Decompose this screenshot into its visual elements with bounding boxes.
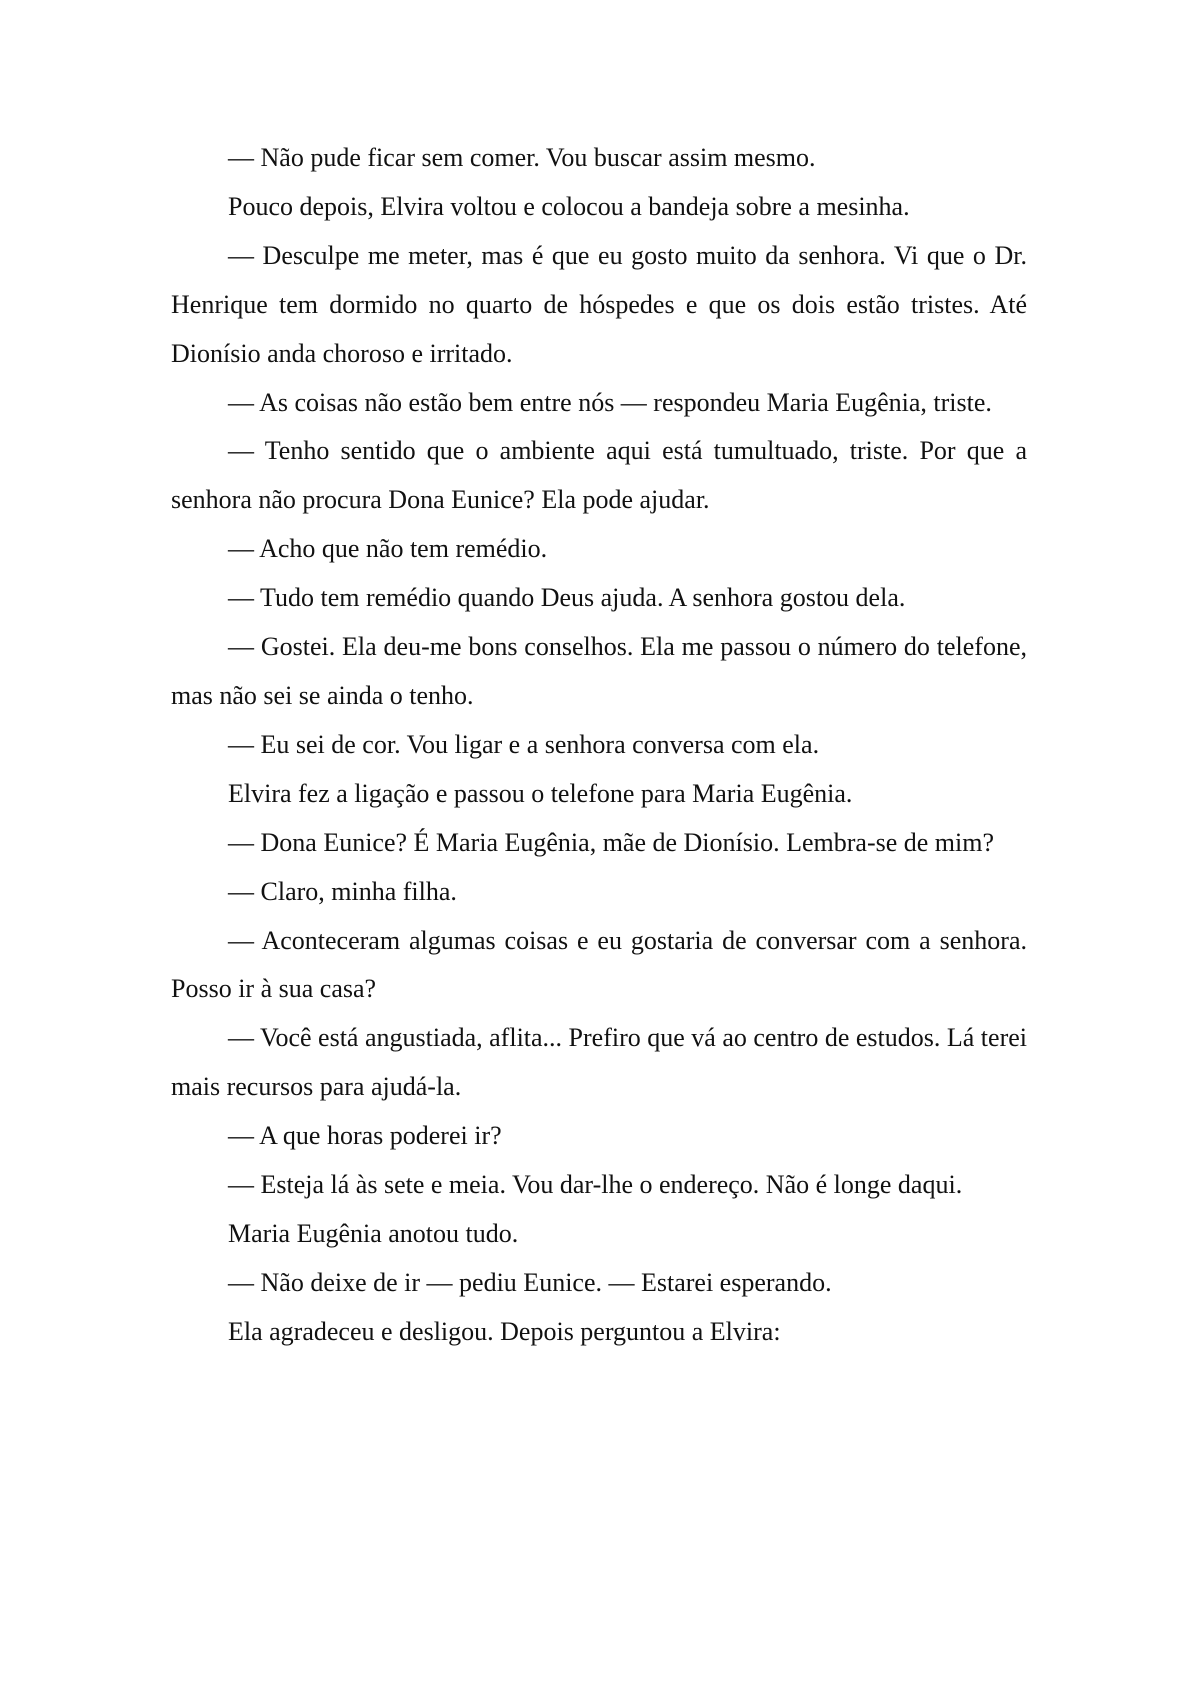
paragraph: — Tenho sentido que o ambiente aqui está tumultuado, triste. Por que a senhora não procura Dona Eunice? Ela pode ajudar.: [171, 436, 1027, 515]
paragraph: Elvira fez a ligação e passou o telefone para Maria Eugênia.: [228, 778, 853, 808]
paragraph: — Você está angustiada, aflita... Prefiro que vá ao centro de estudos. Lá terei mais recursos para ajudá-la.: [171, 1023, 1027, 1102]
document-page: [171, 134, 1027, 1357]
paragraph: Pouco depois, Elvira voltou e colocou a bandeja sobre a mesinha.: [228, 191, 910, 221]
paragraph: — As coisas não estão bem entre nós — respondeu Maria Eugênia, triste.: [228, 387, 992, 417]
paragraph: Maria Eugênia anotou tudo.: [228, 1218, 519, 1248]
paragraph: — Eu sei de cor. Vou ligar e a senhora conversa com ela.: [228, 729, 820, 759]
paragraph: — A que horas poderei ir?: [228, 1121, 502, 1151]
paragraph: — Claro, minha filha.: [228, 876, 457, 906]
paragraph: — Não pude ficar sem comer. Vou buscar assim mesmo.: [228, 143, 816, 172]
paragraph: — Tudo tem remédio quando Deus ajuda. A senhora gostou dela.: [228, 583, 906, 613]
paragraph: — Acho que não tem remédio.: [228, 534, 548, 564]
paragraph: — Desculpe me meter, mas é que eu gosto muito da senhora. Vi que o Dr. Henrique tem dormido no quarto de hóspedes e que os dois estão tristes. Até Dionísio anda choroso e irritado.: [171, 240, 1027, 368]
paragraph: — Aconteceram algumas coisas e eu gostaria de conversar com a senhora. Posso ir à sua casa?: [171, 925, 1027, 1004]
paragraph: Ela agradeceu e desligou. Depois perguntou a Elvira:: [228, 1316, 781, 1346]
paragraph: — Gostei. Ela deu-me bons conselhos. Ela me passou o número do telefone, mas não sei se ainda o tenho.: [171, 632, 1027, 710]
paragraph: — Não deixe de ir — pediu Eunice. — Estarei esperando.: [228, 1267, 832, 1297]
paragraph: — Esteja lá às sete e meia. Vou dar-lhe o endereço. Não é longe daqui.: [228, 1170, 963, 1200]
paragraph: — Dona Eunice? É Maria Eugênia, mãe de Dionísio. Lembra-se de mim?: [228, 827, 995, 857]
